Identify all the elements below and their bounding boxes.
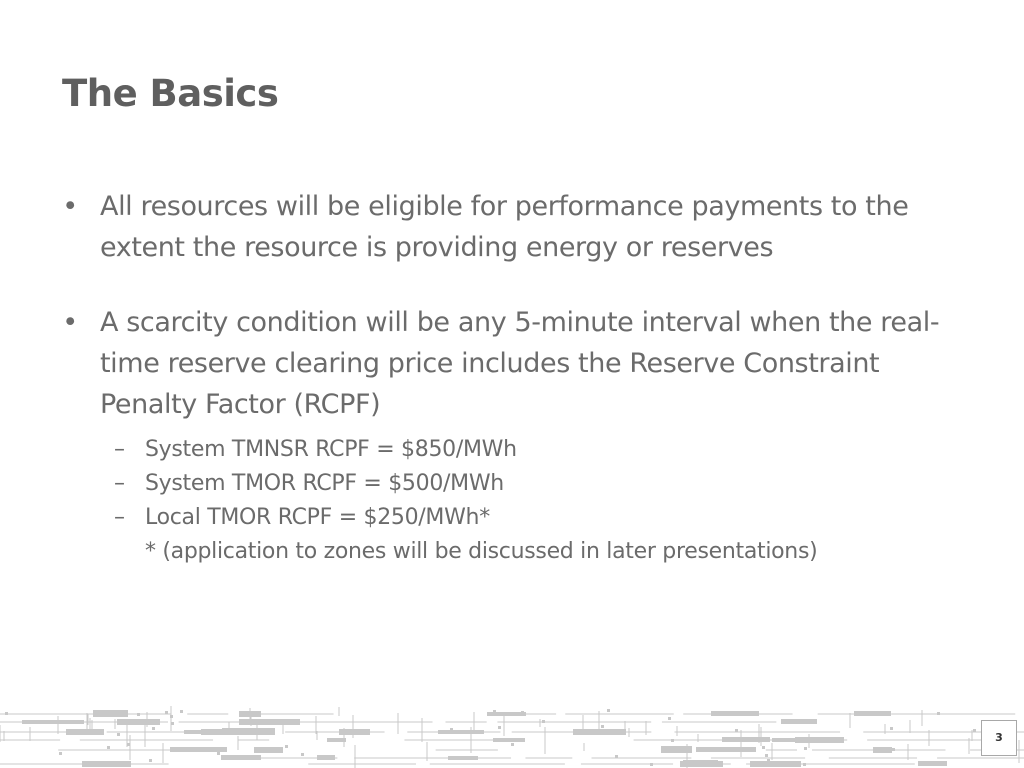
sub-bullet-text: System TMNSR RCPF = $850/MWh — [145, 437, 517, 462]
bullet-item — [60, 302, 970, 425]
sub-bullet-symbol: – — [114, 471, 125, 496]
bullet-symbol: • — [62, 191, 78, 222]
bullet-text: All resources will be eligible for performance payments to the extent the resource is providing energy or reserves — [100, 191, 909, 263]
sub-bullet-item — [114, 433, 970, 467]
page-number: 3 — [995, 731, 1003, 744]
sub-bullet-text: System TMOR RCPF = $500/MWh — [145, 471, 504, 496]
slide-body — [60, 186, 970, 569]
footnote-text: * (application to zones will be discussed in later presentations) — [145, 539, 818, 564]
slide-title: The Basics — [62, 72, 279, 115]
circuit-board-pattern-icon — [0, 706, 1024, 768]
sub-bullet-item — [114, 467, 970, 501]
sub-bullet-list — [114, 433, 970, 569]
sub-bullet-text: Local TMOR RCPF = $250/MWh* — [145, 505, 490, 530]
sub-bullet-symbol: – — [114, 437, 125, 462]
page-number-badge — [981, 720, 1017, 756]
bullet-text: A scarcity condition will be any 5-minute interval when the real-time reserve clearing price includes the Reserve Constraint Penalty Factor (RCPF) — [100, 307, 940, 420]
sub-bullet-item — [114, 501, 970, 535]
sub-bullet-symbol: – — [114, 505, 125, 530]
bullet-item — [60, 186, 970, 268]
bullet-symbol: • — [62, 307, 78, 338]
